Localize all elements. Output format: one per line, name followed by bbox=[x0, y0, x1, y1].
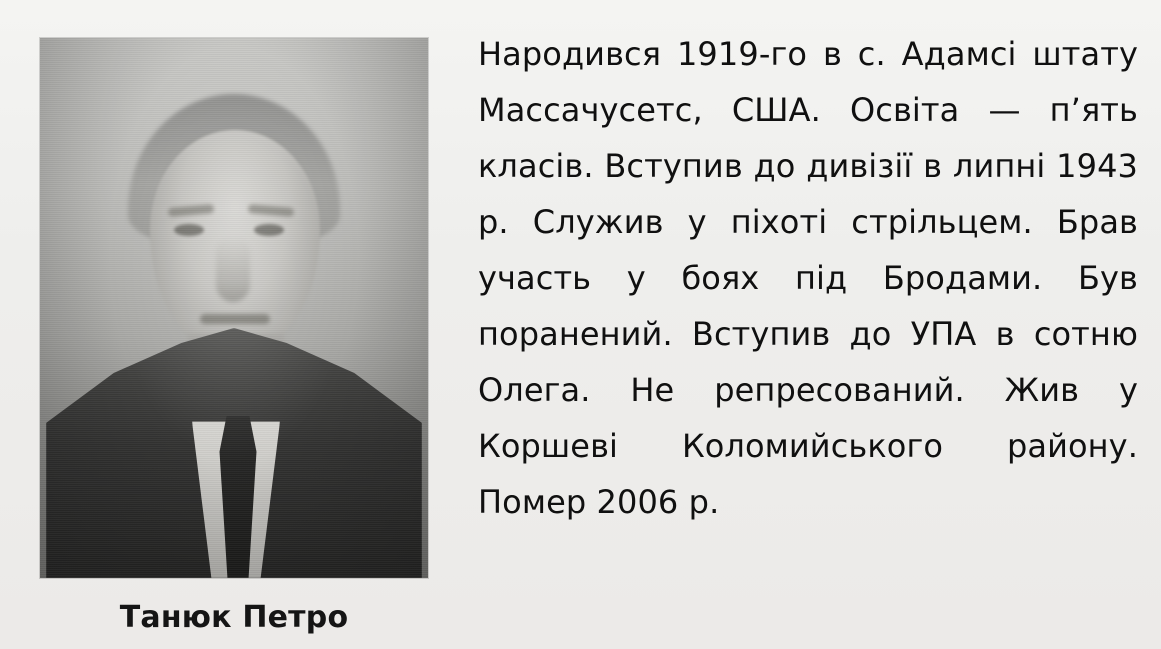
portrait-photo bbox=[40, 38, 428, 578]
photo-vignette bbox=[40, 38, 428, 578]
biography-text: Народився 1919-го в с. Адамсі штату Массачусетс, США. Освіта — п’ять класів. Вступив до дивізії в липні 1943 р. Служив у піхоті стрільцем. Брав участь у боях під Бродами. Був поранений. Вступив до УПА в сотню Олега. Не репресований. Жив у Коршеві Коломийського району. Помер 2006 р. bbox=[478, 35, 1138, 521]
photo-block bbox=[40, 38, 428, 635]
biography-block bbox=[478, 26, 1138, 530]
photo-caption: Танюк Петро bbox=[119, 600, 349, 635]
